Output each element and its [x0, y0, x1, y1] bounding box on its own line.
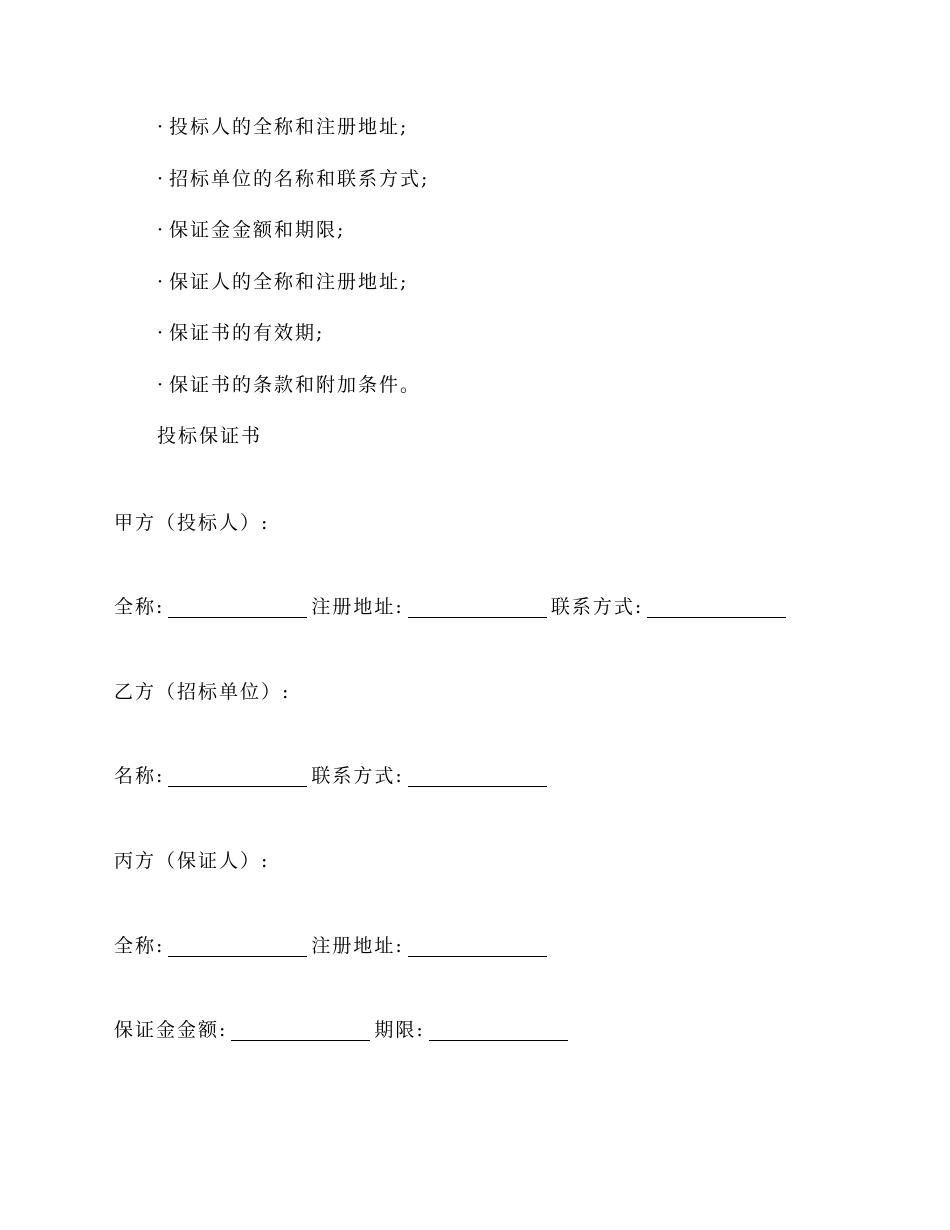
bullet-marker: ·: [157, 116, 166, 138]
party-b-name-blank[interactable]: [168, 766, 307, 787]
deposit-amount-label: 保证金金额:: [114, 1019, 228, 1041]
party-a-fullname-label: 全称:: [114, 596, 165, 618]
bullet-marker: ·: [157, 219, 166, 241]
party-b-contact-blank[interactable]: [408, 766, 547, 787]
document-title: 投标保证书: [157, 425, 263, 447]
deposit-term-blank[interactable]: [429, 1020, 568, 1041]
list-item: [157, 112, 429, 164]
party-b-contact-label: 联系方式:: [311, 765, 404, 787]
party-a-contact-blank[interactable]: [647, 597, 786, 618]
bullet-marker: ·: [157, 167, 166, 190]
deposit-amount-blank[interactable]: [231, 1020, 370, 1041]
party-a-address-blank[interactable]: [408, 597, 547, 618]
party-a-fields-row: [114, 592, 790, 622]
bullet-marker: ·: [157, 270, 166, 293]
list-item-text: 投标人的全称和注册地址;: [169, 116, 409, 138]
party-b-fields-row: [114, 761, 551, 791]
requirements-list: [157, 112, 429, 421]
party-c-address-blank[interactable]: [408, 936, 547, 957]
party-c-address-label: 注册地址:: [311, 935, 404, 957]
list-item: [157, 164, 429, 216]
deposit-term-label: 期限:: [374, 1019, 425, 1041]
party-c-heading: 丙方（保证人）:: [114, 850, 270, 872]
bullet-marker: ·: [157, 322, 166, 344]
party-a-heading: 甲方（投标人）:: [114, 512, 270, 534]
list-item: [157, 370, 429, 422]
party-b-heading: 乙方（招标单位）:: [114, 681, 291, 703]
bullet-marker: ·: [157, 373, 166, 396]
party-c-fullname-label: 全称:: [114, 935, 165, 957]
party-b-name-label: 名称:: [114, 765, 165, 787]
party-a-fullname-blank[interactable]: [168, 597, 307, 618]
party-a-address-label: 注册地址:: [311, 596, 404, 618]
list-item: [157, 318, 429, 370]
list-item: [157, 215, 429, 267]
list-item-text: 招标单位的名称和联系方式;: [169, 167, 430, 190]
list-item-text: 保证人的全称和注册地址;: [169, 270, 409, 293]
list-item-text: 保证书的条款和附加条件。: [169, 373, 422, 396]
list-item-text: 保证金金额和期限;: [169, 219, 346, 241]
party-c-fullname-blank[interactable]: [168, 936, 307, 957]
party-a-contact-label: 联系方式:: [550, 596, 644, 618]
party-c-fields-row: [114, 931, 551, 961]
list-item-text: 保证书的有效期;: [169, 322, 325, 344]
deposit-fields-row: [114, 1015, 572, 1045]
list-item: [157, 267, 429, 319]
